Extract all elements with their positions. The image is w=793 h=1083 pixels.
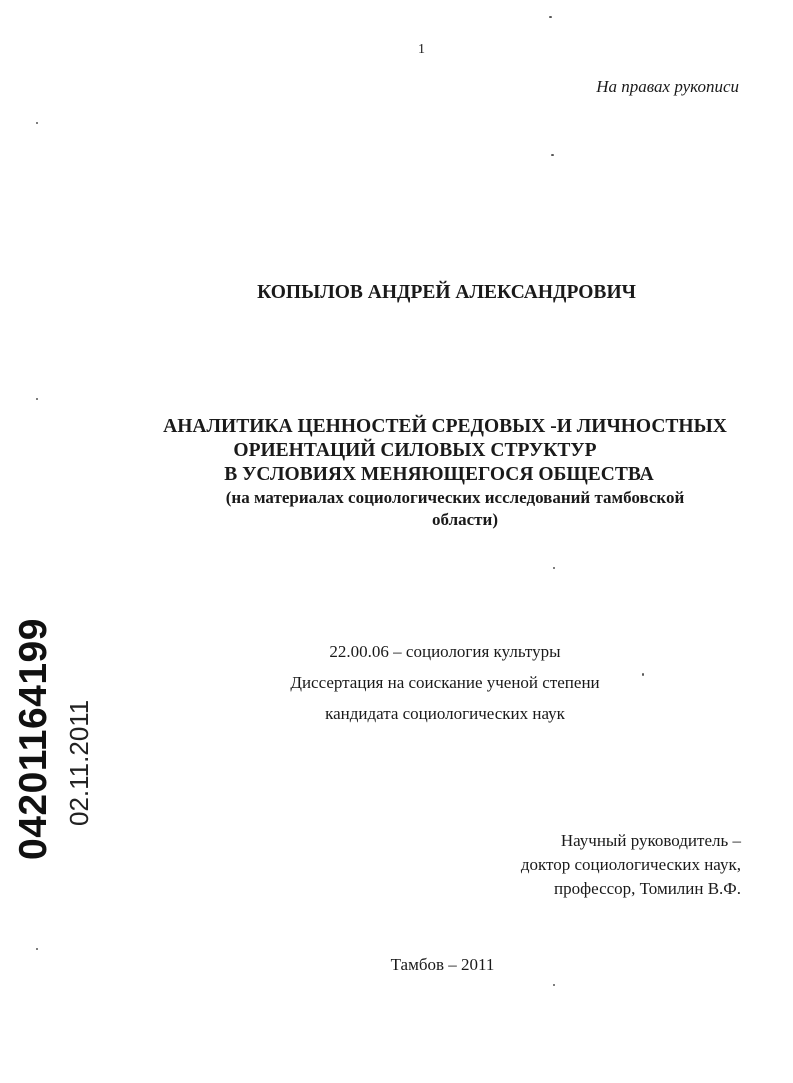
rights-notice: На правах рукописи (596, 77, 739, 96)
advisor-degree: доктор социологических наук, (520, 855, 741, 874)
advisor-block (521, 829, 741, 901)
author-name: КОПЫЛОВ АНДРЕЙ АЛЕКСАНДРОВИЧ (257, 282, 636, 303)
title-subtitle-line-1: (на материалах социологических исследований тамбовской (225, 488, 685, 507)
stamp-date: 02.11.2011 (64, 699, 94, 826)
specialty-code: 22.00.06 – социология культуры (329, 642, 561, 661)
scan-speck (551, 154, 554, 156)
stamp-code: 04201164199 (12, 618, 55, 860)
scan-speck (36, 122, 38, 124)
title-line-2: ОРИЕНТАЦИЙ СИЛОВЫХ СТРУКТУР (233, 440, 597, 461)
scan-speck (553, 567, 555, 569)
scan-speck (36, 948, 38, 950)
advisor-title: Научный руководитель – (560, 831, 741, 850)
title-line-3: В УСЛОВИЯХ МЕНЯЮЩЕГОСЯ ОБЩЕСТВА (224, 464, 654, 485)
scan-speck (549, 16, 552, 18)
title-line-1: АНАЛИТИКА ЦЕННОСТЕЙ СРЕДОВЫХ -И ЛИЧНОСТНЫХ (163, 416, 727, 437)
title-subtitle-line-2: области) (432, 510, 498, 529)
city-year: Тамбов – 2011 (390, 955, 495, 974)
scan-speck (553, 984, 555, 986)
page-number: 1 (418, 42, 425, 57)
library-stamp (12, 618, 102, 863)
specialty-block (250, 636, 640, 729)
advisor-name: профессор, Томилин В.Ф. (553, 879, 741, 898)
degree-line-1: Диссертация на соискание ученой степени (290, 673, 600, 692)
scan-speck (36, 398, 38, 400)
dissertation-title (150, 415, 740, 531)
scan-speck (642, 673, 644, 676)
degree-line-2: кандидата социологических наук (325, 704, 565, 723)
